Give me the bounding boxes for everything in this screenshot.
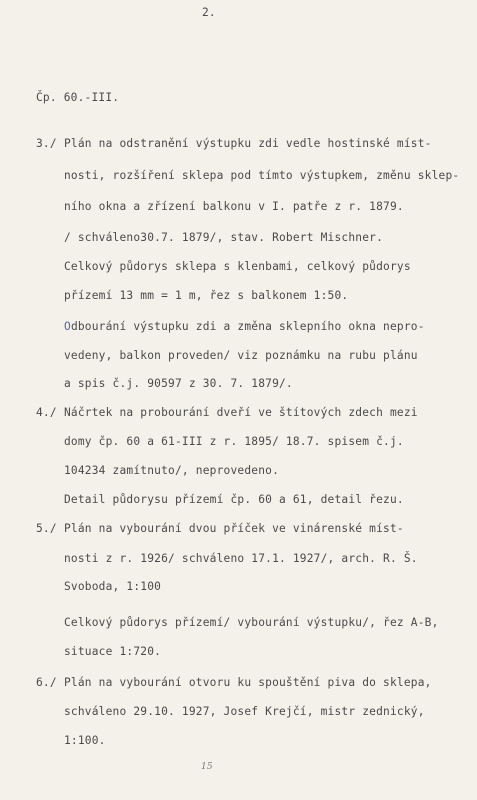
entry-4-line-1: Náčrtek na probourání dveří ve štítových zdech mezi — [64, 406, 418, 419]
footer-mark: 15 — [201, 762, 213, 772]
entry-5-line-1: Plán na vybourání dvou příček ve vinárenské míst- — [64, 522, 404, 535]
entry-4-line-4: Detail půdorysu přízemí čp. 60 a 61, detail řezu. — [64, 493, 404, 506]
entry-3-number: 3./ — [36, 137, 57, 150]
entry-3-line-8: vedeny, balkon proveden/ viz poznámku na rubu plánu — [64, 349, 418, 362]
entry-5-line-4: Celkový půdorys přízemí/ vybourání výstupku/, řez A-B, — [64, 616, 439, 629]
document-header: Čp. 60.-III. — [36, 91, 120, 104]
entry-3-line-1: Plán na odstranění výstupku zdi vedle hostinské míst- — [64, 137, 432, 150]
entry-4-line-3: 104234 zamítnuto/, neprovedeno. — [64, 464, 279, 477]
entry-3-line-4: / schváleno30.7. 1879/, stav. Robert Mischner. — [64, 231, 384, 244]
entry-3-line-9: a spis č.j. 90597 z 30. 7. 1879/. — [64, 377, 293, 390]
entry-6-number: 6./ — [36, 676, 57, 689]
entry-3-line-6: přízemí 13 mm = 1 m, řez s balkonem 1:50. — [64, 289, 349, 302]
entry-5-line-3: Svoboda, 1:100 — [64, 580, 162, 593]
entry-5-line-5: situace 1:720. — [64, 645, 162, 658]
entry-5-number: 5./ — [36, 522, 57, 535]
entry-6-line-1: Plán na vybourání otvoru ku spouštění piva do sklepa, — [64, 676, 432, 689]
entry-4-number: 4./ — [36, 406, 57, 419]
entry-3-line-2: nosti, rozšíření sklepa pod tímto výstupkem, změnu sklep- — [64, 169, 460, 182]
entry-4-line-2: domy čp. 60 a 61-III z r. 1895/ 18.7. spisem č.j. — [64, 435, 404, 448]
entry-6-line-3: 1:100. — [64, 734, 106, 747]
entry-3-line-3: ního okna a zřízení balkonu v I. patře z r. 1879. — [64, 200, 404, 213]
entry-3-line-5: Celkový půdorys sklepa s klenbami, celkový půdorys — [64, 260, 411, 273]
entry-6-line-2: schváleno 29.10. 1927, Josef Krejčí, mistr zednický, — [64, 705, 425, 718]
entry-3-line-7: Odbourání výstupku zdi a změna sklepního okna nepro- — [64, 320, 425, 333]
page-number: 2. — [202, 6, 216, 19]
entry-5-line-2: nosti z r. 1926/ schváleno 17.1. 1927/, arch. R. Š. — [64, 552, 418, 565]
